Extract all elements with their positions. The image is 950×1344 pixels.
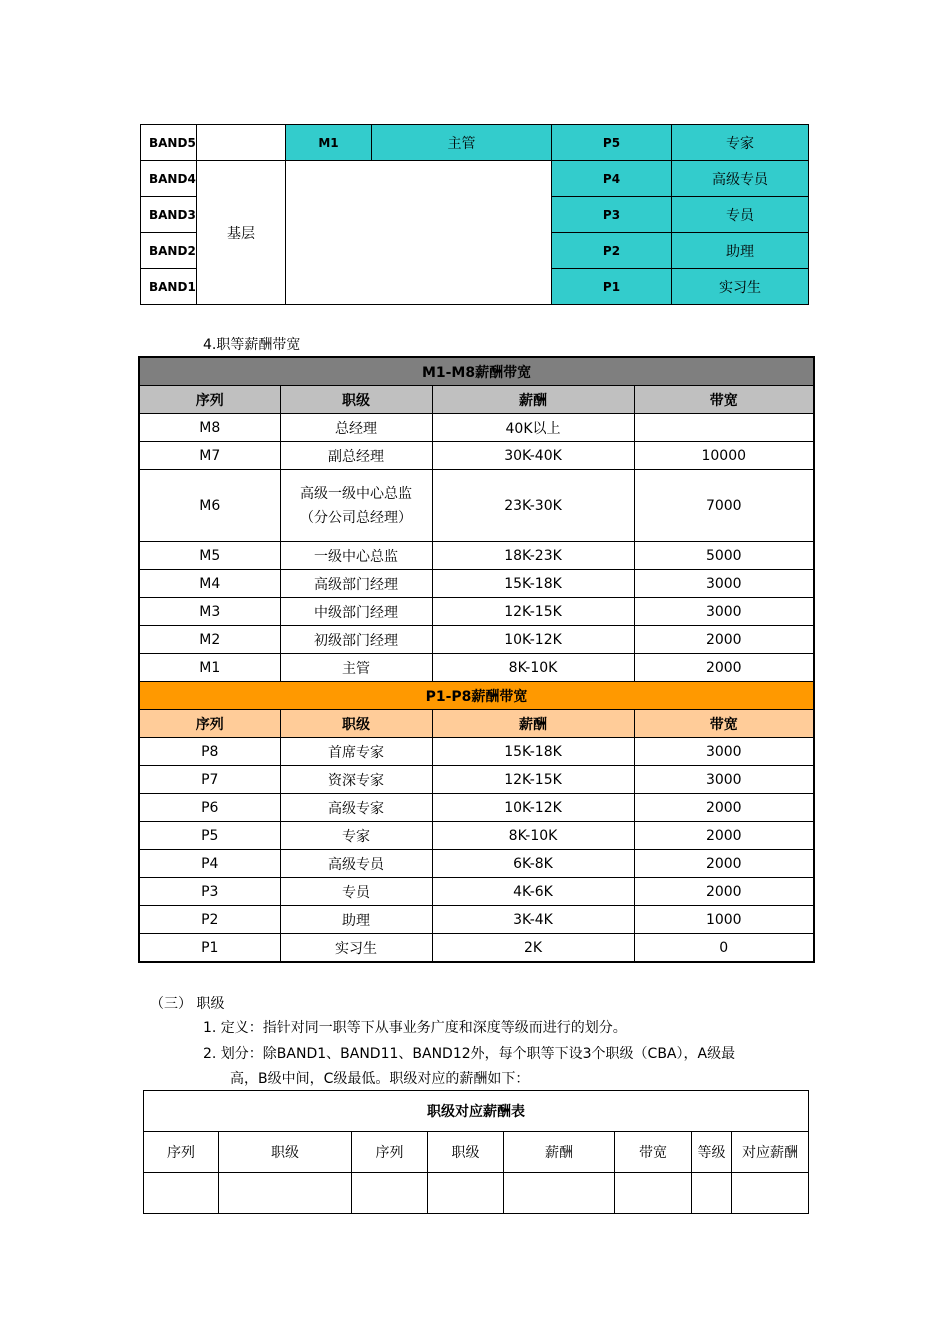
cell-grade: 实习生	[280, 934, 432, 963]
p-band-title-row	[139, 682, 814, 710]
cell-salary: 6K-8K	[432, 850, 634, 878]
cell-grade: 专家	[280, 822, 432, 850]
band-table	[140, 124, 809, 305]
table-row	[139, 766, 814, 794]
cell-seq: P2	[139, 906, 280, 934]
grade-cell	[615, 1173, 692, 1214]
cell-grade: 资深专家	[280, 766, 432, 794]
cell-seq: P6	[139, 794, 280, 822]
table-row	[139, 598, 814, 626]
cell-band: 3000	[634, 766, 814, 794]
m-band-header: 带宽	[634, 386, 814, 414]
cell-band: 2000	[634, 850, 814, 878]
table-row	[139, 822, 814, 850]
table-row	[139, 470, 814, 542]
cell-salary: 15K-18K	[432, 738, 634, 766]
m-band-title: M1-M8薪酬带宽	[139, 357, 814, 386]
m-band-header: 职级	[280, 386, 432, 414]
table-row	[139, 442, 814, 470]
cell-band: 2000	[634, 822, 814, 850]
p-band-title: P1-P8薪酬带宽	[139, 682, 814, 710]
cell-band: 2000	[634, 794, 814, 822]
cell-grade: 高级专员	[280, 850, 432, 878]
m-band-title-row	[139, 357, 814, 386]
band-row	[141, 161, 809, 197]
cell-salary: 2K	[432, 934, 634, 963]
grade-cell	[692, 1173, 732, 1214]
p-band-header: 职级	[280, 710, 432, 738]
cell-salary: 4K-6K	[432, 878, 634, 906]
cell-seq: P3	[139, 878, 280, 906]
table-row	[139, 570, 814, 598]
grade-header: 对应薪酬	[732, 1132, 809, 1173]
cell-band: 3000	[634, 570, 814, 598]
section3-heading: （三） 职级	[150, 996, 225, 1012]
cell-salary: 8K-10K	[432, 654, 634, 682]
cell-salary: 15K-18K	[432, 570, 634, 598]
band-code: BAND4	[141, 161, 197, 197]
p-title: 高级专员	[672, 161, 809, 197]
p-title: 专员	[672, 197, 809, 233]
salary-band-table	[138, 356, 815, 963]
cell-band: 7000	[634, 470, 814, 542]
cell-seq: P4	[139, 850, 280, 878]
cell-salary: 40K以上	[432, 414, 634, 442]
table-row	[139, 654, 814, 682]
cell-salary: 12K-15K	[432, 598, 634, 626]
table-row	[139, 850, 814, 878]
cell-grade: 首席专家	[280, 738, 432, 766]
m-band-header: 序列	[139, 386, 280, 414]
cell-seq: P1	[139, 934, 280, 963]
m-band-header: 薪酬	[432, 386, 634, 414]
cell-salary: 18K-23K	[432, 542, 634, 570]
band-code: BAND2	[141, 233, 197, 269]
grade-cell	[144, 1173, 219, 1214]
p-band-header: 序列	[139, 710, 280, 738]
table-row	[139, 934, 814, 963]
table-row	[139, 542, 814, 570]
cell-salary: 12K-15K	[432, 766, 634, 794]
section3-item2-line2: 高，B级中间，C级最低。职级对应的薪酬如下：	[230, 1071, 530, 1087]
cell-grade: 专员	[280, 878, 432, 906]
band-code: BAND1	[141, 269, 197, 305]
cell-grade: 助理	[280, 906, 432, 934]
m-band-header-row	[139, 386, 814, 414]
p-code: P4	[552, 161, 672, 197]
grade-cell	[504, 1173, 615, 1214]
band-code: BAND5	[141, 125, 197, 161]
cell-salary: 10K-12K	[432, 626, 634, 654]
cell-grade: 高级专家	[280, 794, 432, 822]
table-row	[139, 738, 814, 766]
salary-band-body	[139, 357, 814, 962]
cell-grade: 总经理	[280, 414, 432, 442]
cell-seq: P8	[139, 738, 280, 766]
cell-grade: 初级部门经理	[280, 626, 432, 654]
cell-grade	[280, 470, 432, 542]
cell-seq: M6	[139, 470, 280, 542]
cell-grade: 中级部门经理	[280, 598, 432, 626]
cell-band: 3000	[634, 738, 814, 766]
p-band-header: 薪酬	[432, 710, 634, 738]
p-band-header-row	[139, 710, 814, 738]
grade-header: 等级	[692, 1132, 732, 1173]
section3-item1: 1. 定义：指针对同一职等下从事业务广度和深度等级而进行的划分。	[203, 1020, 627, 1036]
cell-seq: M3	[139, 598, 280, 626]
p-title: 助理	[672, 233, 809, 269]
table-row	[139, 414, 814, 442]
cell-salary: 23K-30K	[432, 470, 634, 542]
grade-header: 职级	[219, 1132, 352, 1173]
m-empty	[286, 161, 552, 305]
band-row	[141, 125, 809, 161]
cell-seq: P5	[139, 822, 280, 850]
cell-salary: 3K-4K	[432, 906, 634, 934]
cell-salary: 30K-40K	[432, 442, 634, 470]
p-code: P3	[552, 197, 672, 233]
grade-header: 职级	[428, 1132, 504, 1173]
grade-header-row	[144, 1132, 809, 1173]
band-level-empty	[197, 125, 286, 161]
section3-item2-line1: 2. 划分：除BAND1、BAND11、BAND12外，每个职等下设3个职级（CBA），A级最	[203, 1046, 736, 1062]
cell-band: 5000	[634, 542, 814, 570]
grade-cell	[219, 1173, 352, 1214]
cell-band: 2000	[634, 878, 814, 906]
grade-header: 带宽	[615, 1132, 692, 1173]
p-code: P1	[552, 269, 672, 305]
cell-grade: 主管	[280, 654, 432, 682]
m-title: 主管	[372, 125, 552, 161]
table-row	[139, 878, 814, 906]
m-code: M1	[286, 125, 372, 161]
cell-salary: 8K-10K	[432, 822, 634, 850]
table-row	[139, 626, 814, 654]
cell-band: 3000	[634, 598, 814, 626]
cell-grade: 副总经理	[280, 442, 432, 470]
grade-cell	[428, 1173, 504, 1214]
cell-seq: M2	[139, 626, 280, 654]
cell-seq: M4	[139, 570, 280, 598]
p-band-header: 带宽	[634, 710, 814, 738]
cell-seq: M8	[139, 414, 280, 442]
cell-band	[634, 414, 814, 442]
cell-seq: M5	[139, 542, 280, 570]
grade-cell	[732, 1173, 809, 1214]
grade-header: 序列	[144, 1132, 219, 1173]
cell-seq: M1	[139, 654, 280, 682]
grade-title-row	[144, 1091, 809, 1132]
grade-header: 薪酬	[504, 1132, 615, 1173]
table-row	[139, 906, 814, 934]
section4-caption: 4.职等薪酬带宽	[203, 337, 301, 353]
cell-band: 0	[634, 934, 814, 963]
cell-band: 2000	[634, 654, 814, 682]
p-title: 实习生	[672, 269, 809, 305]
cell-band: 10000	[634, 442, 814, 470]
table-row	[139, 794, 814, 822]
p-code: P2	[552, 233, 672, 269]
band-code: BAND3	[141, 197, 197, 233]
band-level-label: 基层	[197, 161, 286, 305]
grade-salary-table	[143, 1090, 809, 1214]
p-code: P5	[552, 125, 672, 161]
cell-band: 2000	[634, 626, 814, 654]
cell-grade-line2: （分公司总经理）	[300, 509, 412, 526]
grade-empty-row	[144, 1173, 809, 1214]
p-title: 专家	[672, 125, 809, 161]
grade-header: 序列	[352, 1132, 428, 1173]
cell-salary: 10K-12K	[432, 794, 634, 822]
grade-table-title: 职级对应薪酬表	[144, 1091, 809, 1132]
cell-seq: P7	[139, 766, 280, 794]
grade-cell	[352, 1173, 428, 1214]
cell-grade: 一级中心总监	[280, 542, 432, 570]
cell-grade-line1: 高级一级中心总监	[300, 485, 412, 502]
cell-grade: 高级部门经理	[280, 570, 432, 598]
cell-seq: M7	[139, 442, 280, 470]
cell-band: 1000	[634, 906, 814, 934]
